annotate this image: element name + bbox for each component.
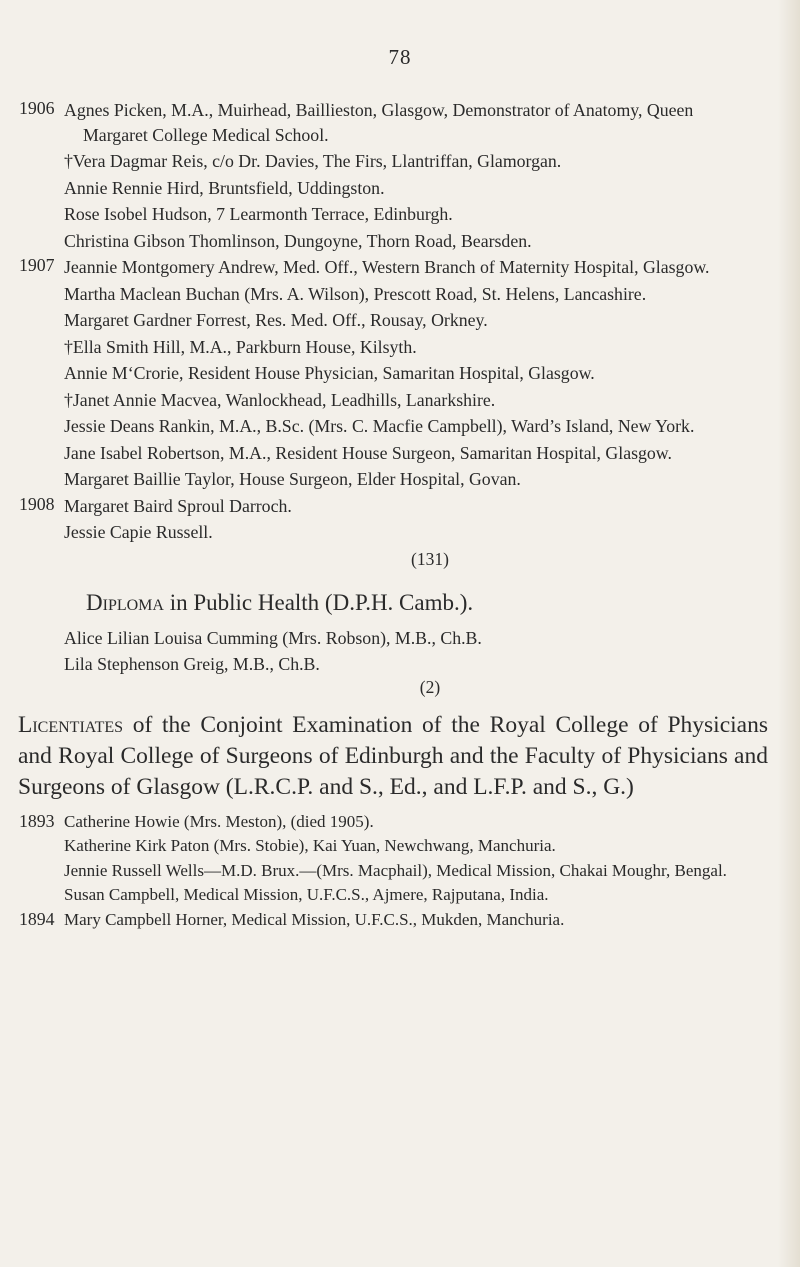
list-item bbox=[0, 520, 800, 545]
diploma-count: (2) bbox=[419, 676, 441, 697]
entry-year: 1893 bbox=[19, 810, 55, 831]
entry-text: Catherine Howie (Mrs. Meston), (died 1905). bbox=[64, 811, 374, 831]
entry-text: Margaret Baird Sproul Darroch. bbox=[64, 495, 292, 516]
entry-year: 1907 bbox=[19, 255, 55, 275]
entry-text: Jane Isabel Robertson, M.A., Resident House Surgeon, Samaritan Hospital, Glasgow. bbox=[64, 442, 672, 463]
entry-year: 1906 bbox=[19, 98, 55, 118]
entry-text: Margaret Gardner Forrest, Res. Med. Off., Rousay, Orkney. bbox=[64, 310, 488, 330]
graduates-list bbox=[0, 98, 800, 545]
entry-text: Katherine Kirk Paton (Mrs. Stobie), Kai Yuan, Newchwang, Manchuria. bbox=[64, 836, 556, 855]
list-item bbox=[0, 414, 800, 439]
list-item bbox=[0, 441, 800, 466]
entry-text: Rose Isobel Hudson, 7 Learmonth Terrace, Edinburgh. bbox=[64, 204, 453, 224]
list-item bbox=[0, 361, 800, 386]
list-item bbox=[0, 229, 800, 254]
list-item bbox=[0, 909, 800, 932]
entry-text: Agnes Picken, M.A., Muirhead, Baillieston, Glasgow, Demonstrator of Anatomy, Queen Margaret College Medical School. bbox=[64, 100, 694, 145]
entry-year: 1908 bbox=[19, 493, 55, 514]
list-item bbox=[0, 202, 800, 227]
entry-text: Annie Rennie Hird, Bruntsfield, Uddingston. bbox=[64, 177, 385, 198]
entry-text: Alice Lilian Louisa Cumming (Mrs. Robson), M.B., Ch.B. bbox=[64, 627, 482, 648]
licentiates-list bbox=[0, 811, 800, 932]
entry-text: Annie M‘Crorie, Resident House Physician, Samaritan Hospital, Glasgow. bbox=[64, 363, 595, 383]
list-item bbox=[0, 388, 800, 413]
entry-text: †Janet Annie Macvea, Wanlockhead, Leadhills, Lanarkshire. bbox=[64, 389, 496, 410]
list-item bbox=[0, 149, 800, 174]
list-item bbox=[0, 494, 800, 519]
entry-text: Christina Gibson Thomlinson, Dungoyne, Thorn Road, Bearsden. bbox=[64, 230, 532, 251]
heading-text: in Public Health (D.P.H. Camb.). bbox=[163, 589, 474, 615]
entry-text: †Vera Dagmar Reis, c/o Dr. Davies, The Firs, Llantriffan, Glamorgan. bbox=[64, 151, 562, 171]
entry-text: Jennie Russell Wells—M.D. Brux.—(Mrs. Macphail), Medical Mission, Chakai Moughr, Bengal. bbox=[64, 860, 727, 880]
entry-text: Martha Maclean Buchan (Mrs. A. Wilson), Prescott Road, St. Helens, Lancashire. bbox=[64, 283, 647, 304]
list-item bbox=[0, 467, 800, 492]
entry-text: Margaret Baillie Taylor, House Surgeon, Elder Hospital, Govan. bbox=[64, 469, 521, 489]
group-count: (131) bbox=[411, 548, 449, 569]
list-item bbox=[0, 176, 800, 201]
heading-text: of the Conjoint Examination of the Royal College of Physicians and Royal College of Surgeons of Edinburgh and the Faculty of Physicians and Surgeons of Glasgow (L.R.C.P. and S., Ed., and L.F.P. and S., G.) bbox=[18, 711, 768, 800]
list-item bbox=[0, 811, 800, 834]
list-item bbox=[0, 335, 800, 360]
entry-text: Susan Campbell, Medical Mission, U.F.C.S., Ajmere, Rajputana, India. bbox=[64, 885, 549, 904]
list-item bbox=[0, 652, 800, 677]
entry-text: Lila Stephenson Greig, M.B., Ch.B. bbox=[64, 654, 320, 674]
list-item bbox=[0, 308, 800, 333]
list-item bbox=[0, 255, 800, 280]
entry-text: Jeannie Montgomery Andrew, Med. Off., Western Branch of Maternity Hospital, Glasgow. bbox=[64, 257, 710, 277]
heading-smallcaps: Licentiates bbox=[18, 711, 124, 738]
list-item bbox=[0, 884, 800, 907]
diploma-list bbox=[0, 626, 800, 677]
list-item bbox=[0, 282, 800, 307]
heading-smallcaps: Diploma bbox=[86, 589, 164, 615]
entry-text: Jessie Deans Rankin, M.A., B.Sc. (Mrs. C. Macfie Campbell), Ward’s Island, New York. bbox=[64, 416, 695, 436]
list-item bbox=[0, 835, 800, 858]
section-heading-licentiates bbox=[0, 710, 800, 803]
entry-year: 1894 bbox=[19, 908, 55, 929]
entry-text: Mary Campbell Horner, Medical Mission, U.F.C.S., Mukden, Manchuria. bbox=[64, 909, 565, 929]
entry-text: †Ella Smith Hill, M.A., Parkburn House, Kilsyth. bbox=[64, 336, 417, 357]
section-heading-diploma bbox=[0, 588, 800, 618]
list-item bbox=[0, 860, 800, 883]
page-content bbox=[0, 98, 800, 933]
entry-text: Jessie Capie Russell. bbox=[64, 522, 213, 542]
list-item bbox=[0, 98, 800, 147]
list-item bbox=[0, 626, 800, 651]
page-number: 78 bbox=[388, 45, 412, 69]
